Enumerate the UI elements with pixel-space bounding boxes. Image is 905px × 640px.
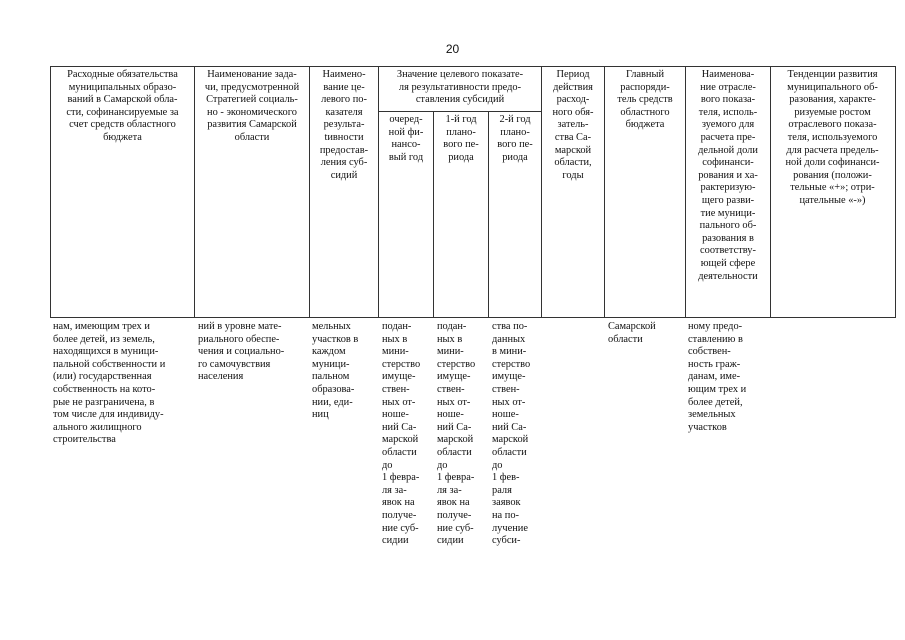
group-title-separator — [378, 111, 541, 112]
header-group-target-value: Значение целевого показате- ля результативности предо- ставления субсидий — [396, 69, 524, 106]
header-col-period: Период действия расход- ного обя- затель- ства Са- марской области, годы — [552, 69, 594, 181]
body-sub-plan-year-2: ства по- данных в мини- стерство имуще- ствен- ных от- ноше- ний Са- марской области до 1 фев- раля заявок на по- лучение субси- — [492, 321, 531, 547]
header-col-indicator: Наимено- вание це- левого по- казателя результа- tивности предостав- ления суб- сидий — [319, 69, 369, 181]
header-separator — [378, 66, 379, 318]
header-col-task: Наименование зада- чи, предусмотренной Стратегией социаль- но - экономического развития Самарской области — [204, 69, 300, 143]
body-col-indicator: мельных участков в каждом муници- пальном образова- нии, еди- ниц — [312, 321, 359, 421]
header-col-trends: Тенденции развития муниципального об- разования, характе- ризуемые ростом отраслевого показа- теля, используемого для расчета предель- ной доли софинанси- рования (положи- тельные «+»; отри- цательные «-») — [785, 69, 880, 206]
header-sub-current-year: очеред- ной фи- нансо- вый год — [388, 114, 424, 163]
body-sub-current-year: подан- ных в мини- стерство имуще- ствен- ных от- ноше- ний Са- марской области до 1 февра- ля за- явок на получе- ние суб- сидии — [382, 321, 421, 547]
body-col-task: ний в уровне мате- риального обеспе- чения и социально- го самочувствия населения — [198, 321, 285, 383]
header-separator — [541, 66, 542, 318]
header-separator — [488, 112, 489, 318]
body-sub-plan-year-1: подан- ных в мини- стерство имуще- ствен- ных от- ноше- ний Са- марской области до 1 февра- ля за- явок на получе- ние суб- сидии — [437, 321, 476, 547]
body-col-obligations: нам, имеющим трех и более детей, из земель, находящихся в муници- пальной собственности и (или) государственная собственность на кото- рые не разграничена, в том числе для индивиду- ального жилищного строительства — [53, 321, 166, 446]
header-separator — [309, 66, 310, 318]
body-col-manager: Самарской области — [608, 321, 656, 345]
header-col-obligations: Расходные обязательства муниципальных образо- ваний в Самарской обла- сти, софинансируемые за счет средств областного бюджета — [66, 69, 179, 143]
header-col-sector-indicator: Наименова- ние отрасле- вого показа- теля, исполь- зуемого для расчета пре- дельной доли софинанси- рования и ха- рактеризую- щего разви- тие муници- пального об- разования в соответству- ющей сфере деятельности — [698, 69, 758, 282]
header-separator — [770, 66, 771, 318]
header-separator — [194, 66, 195, 318]
header-separator — [685, 66, 686, 318]
header-separator — [433, 112, 434, 318]
page-number: 20 — [445, 42, 460, 56]
header-separator — [604, 66, 605, 318]
header-sub-plan-year-2: 2-й год плано- вого пе- риода — [497, 114, 533, 163]
body-col-sector-indicator: ному предо- ставлению в собствен- ность граж- данам, име- ющим трех и более детей, земельных участков — [688, 321, 747, 433]
header-sub-plan-year-1: 1-й год плано- вого пе- риода — [443, 114, 479, 163]
header-col-manager: Главный распоряди- тель средств областного бюджета — [617, 69, 673, 131]
